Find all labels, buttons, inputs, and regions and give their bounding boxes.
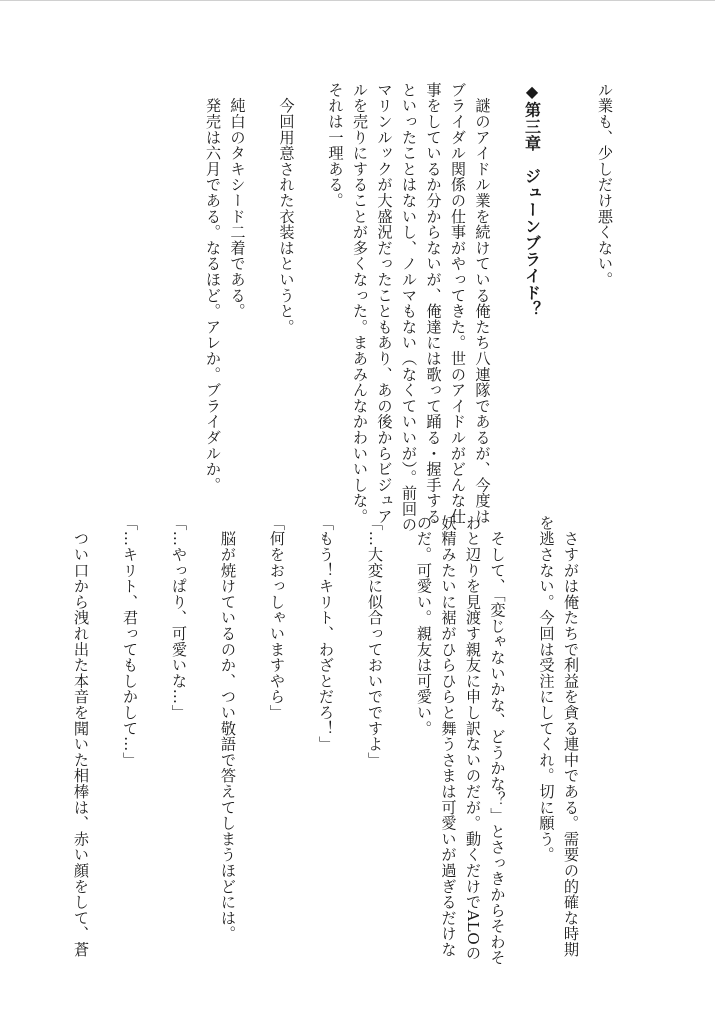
- text-line: 「…キリト、君ってもしかして…」: [121, 515, 139, 768]
- text-line: を逃さない。今回は受注にしてくれ。切に願う。: [537, 515, 556, 863]
- text-line: マリンルックが大盛況だったこともあり、あの後からビジュア: [375, 82, 394, 525]
- text-line: わと辺りを見渡す親友に申し訳ないのだが。動くだけでALOの: [464, 515, 482, 962]
- blank-line: [544, 82, 569, 502]
- text-line: 「何をおっしゃいますやら」: [268, 515, 286, 721]
- text-line: 「…大変に似合っておいでですよ」: [366, 515, 384, 768]
- lower-text-block: [69, 515, 584, 966]
- text-line: のだ。可愛い。親友は可愛い。: [415, 515, 433, 737]
- blank-line: [387, 515, 412, 955]
- blank-line: [338, 515, 363, 955]
- blank-line: [240, 515, 265, 955]
- text-line: 事をしているか分からないが、俺達には歌って踊る・握手する: [424, 82, 443, 525]
- text-line: そして、「変じゃないかな、どうかな？」とさっきからそわそ: [488, 515, 507, 966]
- top-border-line: [0, 0, 715, 1]
- text-line: それは一理ある。: [326, 82, 345, 209]
- blank-line: [568, 82, 593, 502]
- blank-line: [250, 82, 275, 502]
- blank-line: [495, 82, 520, 502]
- blank-line: [191, 515, 216, 955]
- chapter-heading: ◆第三章 ジューンブライド？: [522, 82, 542, 318]
- text-line: つい口から洩れ出た本音を聞いた相棒は、赤い顔をして、蒼: [72, 515, 90, 958]
- text-line: 「もう！キリト、わざとだろ！」: [317, 515, 335, 752]
- text-line: ル業も、少しだけ悪くない。: [596, 82, 614, 288]
- blank-line: [93, 515, 118, 955]
- text-line: 発売は六月である。なるほど。アレか。ブライダルか。: [204, 82, 222, 493]
- text-line: ブライダル関係の仕事がやってきた。世のアイドルがどんな仕: [449, 82, 467, 525]
- text-line: といったことはないし、ノルマもない（なくていいが）。前回の: [400, 82, 418, 533]
- text-line: 脳が焼けているのか、つい敬語で答えてしまうほどには。: [219, 515, 237, 942]
- text-line: ルを売りにすることが多くなった。まあみんなかわいいしな。: [351, 82, 369, 525]
- blank-line: [289, 515, 314, 955]
- blank-line: [299, 82, 324, 502]
- text-line: 純白のタキシード二着である。: [228, 82, 247, 319]
- text-line: 「…やっぱり、可愛いな…」: [170, 515, 188, 721]
- text-line: 今回用意された衣装はというと。: [277, 82, 296, 335]
- blank-line: [142, 515, 167, 955]
- upper-text-block: [201, 82, 618, 533]
- text-line: 謎のアイドル業を続けている俺たち八連隊であるが、今度は: [473, 82, 492, 525]
- text-line: 妖精みたいに裾がひらひらと舞うさまは可愛いが過ぎるだけな: [439, 515, 458, 958]
- blank-line: [510, 515, 535, 955]
- text-line: さすがは俺たちで利益を貪る連中である。需要の的確な時期: [562, 515, 580, 958]
